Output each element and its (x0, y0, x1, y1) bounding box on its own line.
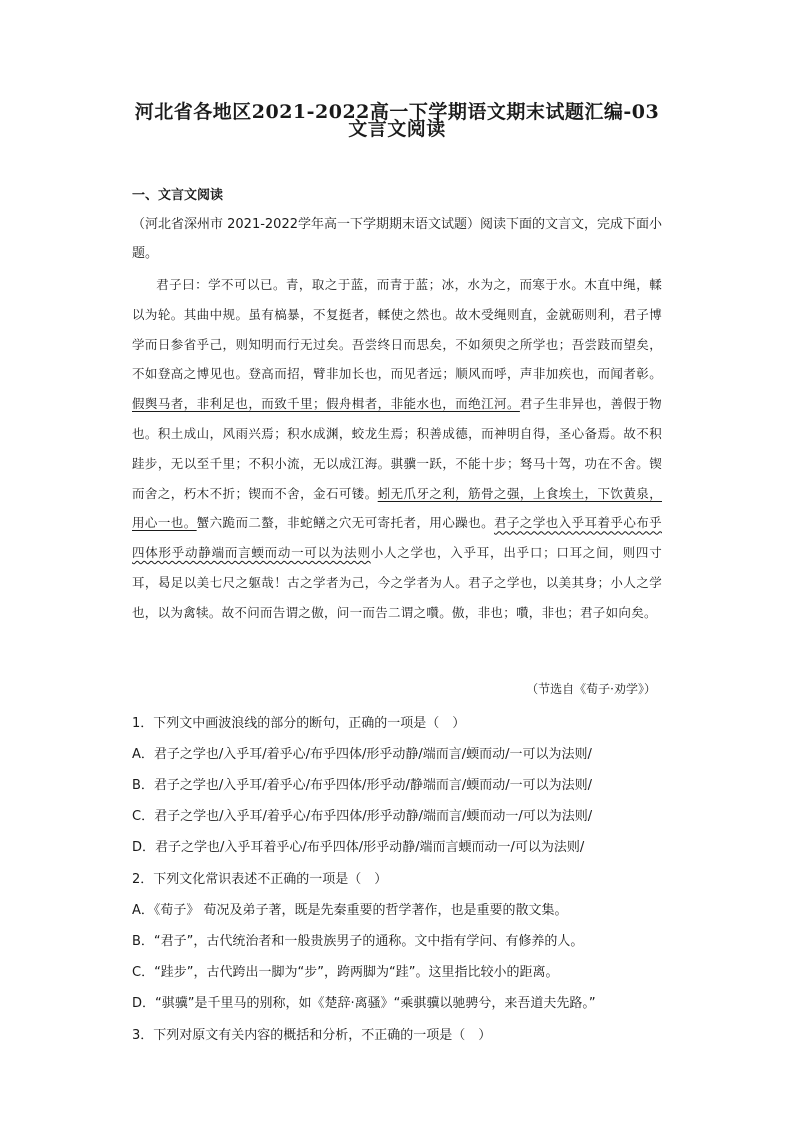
passage-source: （节选自《荀子·劝学》） (526, 682, 656, 696)
passage-text: 小人之学也，入乎耳，出乎口；口耳之间，则四寸耳，曷足以美七尺之躯哉！古之学者为己，今之学者为人。君子之学也，以美其身；小人之学也，以为禽犊。故不问而告谓之傲，问一而告二谓之囋。傲，非也；囋，非也；君子如向矣。 (132, 545, 662, 620)
section-heading: 一、文言文阅读 (132, 188, 224, 203)
passage-text: 蟹六跪而二螯，非蛇鳝之穴无可寄托者，用心躁也。 (196, 515, 495, 531)
question-2-option-b: B．“君子”，古代统治者和一般贵族男子的通称。文中指有学问、有修养的人。 (132, 934, 584, 949)
wavy-underlined-sentence: 君子之学也入乎耳着乎心布乎四体形乎动静端而言蝡而动一可以为法则 (132, 515, 662, 561)
passage-text: 君子生非异也，善假于物也。积土成山，风雨兴焉；积水成渊，蛟龙生焉；积善成德，而神明自得，圣心备焉。故不积跬步，无以至千里；不积小流，无以成江海。骐骥一跃，不能十步；驽马十驾，功在不舍。锲而舍之，朽木不折；锲而不舍，金石可镂。 (132, 396, 662, 501)
question-1-option-a: A．君子之学也/入乎耳/着乎心/布乎四体/形乎动静/端而言/蝡而动/一可以为法则/ (132, 747, 592, 762)
page-title: 河北省各地区2021-2022高一下学期语文期末试题汇编-03 (134, 101, 660, 123)
question-1: 1．下列文中画波浪线的部分的断句，正确的一项是（ ） (132, 716, 466, 731)
page-subtitle: 文言文阅读 (348, 118, 446, 140)
underlined-sentence: 蚓无爪牙之利，筋骨之强，上食埃土，下饮黄泉，用心一也。 (132, 485, 662, 531)
question-2-option-c: C．“跬步”，古代跨出一脚为“步”，跨两脚为“跬”。这里指比较小的距离。 (132, 965, 559, 980)
question-3: 3．下列对原文有关内容的概括和分析，不正确的一项是（ ） (132, 1028, 492, 1043)
section-intro: （河北省深州市 2021-2022学年高一下学期期末语文试题）阅读下面的文言文，完成下面小题。 (132, 217, 662, 261)
question-1-option-b: B．君子之学也/入乎耳/着乎心/布乎四体/形乎动/静端而言/蝡而动/一可以为法则/ (132, 778, 592, 793)
question-2: 2．下列文化常识表述不正确的一项是（ ） (132, 872, 388, 887)
question-2-option-d: D．“骐骥”是千里马的别称，如《楚辞·离骚》“乘骐骥以驰骋兮，来吾道夫先路。” (132, 996, 596, 1011)
underlined-sentence: 假舆马者，非利足也，而致千里；假舟楫者，非能水也，而绝江河。 (132, 396, 520, 412)
question-2-option-a: A．《荀子》 荀况及弟子著，既是先秦重要的哲学著作，也是重要的散文集。 (132, 903, 568, 918)
question-1-option-c: C．君子之学也/入乎耳/着乎心/布乎四体/形乎动静/端而言/蝡而动一/可以为法则/ (132, 809, 593, 824)
classical-passage (132, 270, 662, 628)
passage-text: 君子曰：学不可以已。青，取之于蓝，而青于蓝；冰，水为之，而寒于水。木直中绳，輮以为轮。其曲中规。虽有槁暴，不复挺者，輮使之然也。故木受绳则直，金就砺则利，君子博学而日参省乎己，则知明而行无过矣。吾尝终日而思矣，不如须臾之所学也；吾尝跂而望矣，不如登高之博见也。登高而招，臂非加长也，而见者远；顺风而呼，声非加疾也，而闻者彰。 (132, 277, 662, 382)
question-1-option-d: D．君子之学也/入乎耳着乎心/布乎四体/形乎动静/端而言蝡而动一/可以为法则/ (132, 840, 585, 855)
